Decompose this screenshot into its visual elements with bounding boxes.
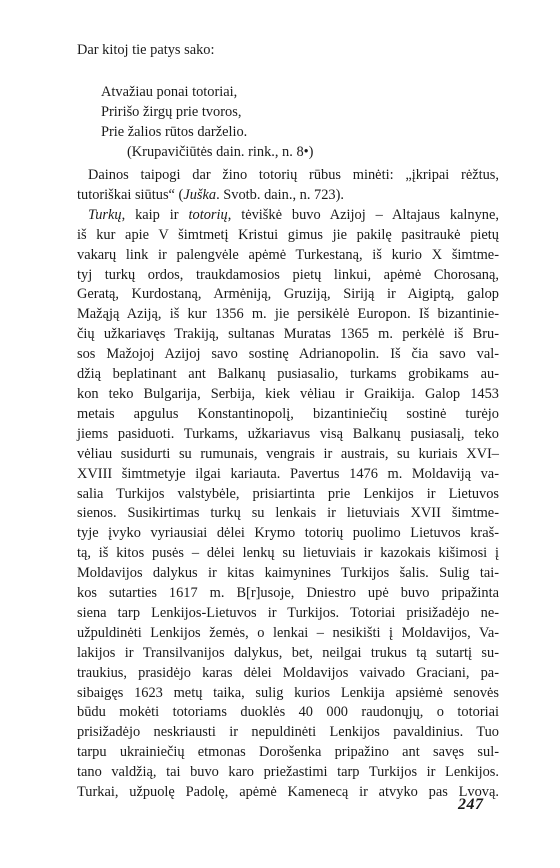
term-turks: Turkų (88, 206, 122, 223)
source-author: Juška (183, 186, 217, 203)
text-line: traukius, prasidėjo karas dėlei Moldavijos vaivado Graciani, pa- (77, 664, 499, 681)
text-line: sos Mažojoj Azijoj savo sostinę Adrianopolin. Iš čia savo val- (77, 346, 499, 363)
text-line: tą, iš kitos pusės – dėlei lenkų su lietuviais ir kazokais kišimosi į (77, 545, 499, 562)
text-line: būdu mokėti totoriams duoklės 40 000 raudonųjų, o totoriai (77, 704, 499, 721)
text-line: jiems pasiduoti. Turkams, užkariavus visą Balkanų pusiasalį, teko (77, 425, 499, 442)
paragraph-clothing (77, 166, 499, 206)
body-text (77, 166, 499, 803)
text-line: džią beplatinant ant Balkanų pusiasalio, turkams grobikams au- (77, 366, 499, 383)
text-line: salia Turkijos valstybėle, prisiartinta prie Lenkijos ir Lietuvos (77, 485, 499, 502)
text-line: tano valdžią, tai buvo karo priežastimi tarp Turkijos ir Lenkijos. (77, 764, 499, 781)
poem-source: (Krupavičiūtės dain. rink., n. 8•) (127, 144, 314, 160)
text-line: siena tarp Lenkijos-Lietuvos ir Turkijos. Totoriai prisižadėjo ne- (77, 604, 499, 621)
text-line: Moldavijos dalykus ir kitas kaimynines Turkijos šalis. Sulig tai- (77, 565, 499, 582)
text-line: Dainos taipogi dar žino totorių rūbus minėti: „įkripai rėžtus, (88, 167, 499, 183)
page-number: 247 (458, 796, 484, 813)
term-tatars: totorių (188, 206, 228, 223)
paragraph-turks (77, 206, 499, 803)
text-line: kos sutarties 1617 m. B[r]usoje, Dniestro upė buvo pripažinta (77, 585, 499, 602)
text-line: sienos. Susikirtimas turkų su lenkais ir lietuviais XVII šimtme- (77, 505, 499, 522)
text-fragment: , kaip ir (121, 206, 189, 223)
text-line: sibaigęs 1623 metų taika, sulig kurios Lenkija apsiėmė senovės (77, 684, 499, 701)
text-line: Turkai, užpuolę Padolę, apėmė Kamenecą ir atvyko pas Lvovą. (77, 784, 499, 801)
text-line: metais apgulus Konstantinopolį, bizantiniečių sostinė turėjo (77, 405, 499, 422)
text-line: prisižadėjo neskriausti ir nepuldinėti Lenkijos pavaldinius. Tuo (77, 724, 499, 741)
text-line: tarpu ukrainiečių etmonas Dorošenka pripažino ant savęs sul- (77, 744, 499, 761)
text-line: vėliau susidurti su rumunais, vengrais ir austrais, su kuriais XVI– (77, 445, 499, 462)
text-line: vakarų link ir palengvėle apėmė Turkestaną, iš kurio X šimtme- (77, 246, 499, 263)
text-line: iš kur apie V šimtmetį Kristui gimus jie pakilę pasitraukė pietų (77, 226, 499, 243)
text-line (77, 186, 499, 206)
text-fragment: , tėviškė buvo Azijoj – Altajaus kalnyne, (227, 206, 499, 223)
text-line: lakijos ir Transilvanijos dalykus, bet, neilgai trukus tą sutartį su- (77, 644, 499, 661)
text-line: čių užkariavęs Trakiją, sultanas Muratas 1365 m. perkėlė iš Bru- (77, 326, 499, 343)
text-line: Mažąją Aziją, iš kur 1356 m. jie persikėlė Europon. Iš bizantinie- (77, 306, 499, 323)
text-line: užpuldinėti Lenkijos žemės, o lenkai – nesikišti į Moldavijos, Va- (77, 624, 499, 641)
text-line: tyj turkų ordos, traukdamosios pietų linkui, apėmė Chorosaną, (77, 266, 499, 283)
text-fragment: tutoriškai siūtus“ ( (77, 186, 184, 203)
poem-line: Prie žalios rūtos darželio. (101, 124, 248, 140)
source-reference: . Svotb. dain., n. 723). (216, 186, 345, 203)
text-line: tyje įvyko vyriausiai dėlei Krymo totorių puolimo Lietuvos kraš- (77, 525, 499, 542)
text-line: kon teko Bulgarija, Serbija, kiek vėliau ir Graikija. Galop 1453 (77, 385, 499, 402)
intro-line: Dar kitoj tie patys sako: (77, 42, 215, 58)
folk-song-quote (101, 82, 313, 162)
text-line (77, 206, 499, 226)
text-line: Geratą, Kurdostaną, Armėniją, Gruziją, Siriją ir Aigiptą, galop (77, 286, 499, 303)
poem-line: Pririšo žirgų prie tvoros, (101, 104, 242, 120)
text-line: XVIII šimtmetyje ilgai kariauta. Pavertus 1476 m. Moldaviją va- (77, 465, 499, 482)
poem-line: Atvažiau ponai totoriai, (101, 84, 238, 100)
